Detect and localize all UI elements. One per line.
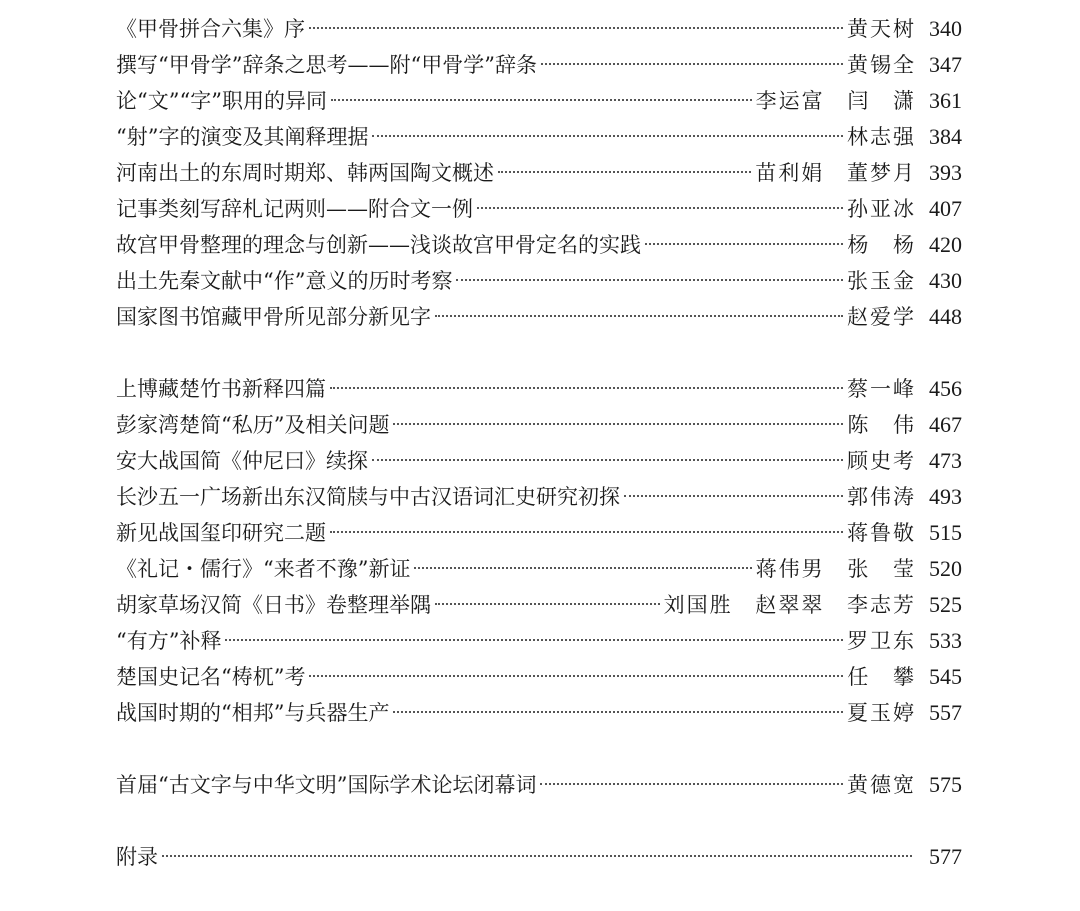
entry-author: 蒋伟男 张 莹 bbox=[755, 557, 916, 581]
toc-entry[interactable] bbox=[116, 839, 962, 875]
dot-leader bbox=[414, 567, 751, 569]
table-of-contents bbox=[116, 11, 962, 875]
toc-entry[interactable] bbox=[116, 767, 962, 803]
dot-leader bbox=[624, 495, 843, 497]
entry-page-number: 557 bbox=[929, 700, 962, 725]
dot-leader bbox=[393, 711, 843, 713]
dot-leader bbox=[372, 135, 843, 137]
dot-leader bbox=[393, 423, 843, 425]
entry-title: 附录 bbox=[116, 845, 158, 869]
entry-page-number: 515 bbox=[929, 520, 962, 545]
dot-leader bbox=[162, 855, 912, 857]
toc-section bbox=[116, 11, 962, 335]
entry-title: 战国时期的“相邦”与兵器生产 bbox=[116, 701, 390, 725]
entry-title: 故宫甲骨整理的理念与创新——浅谈故宫甲骨定名的实践 bbox=[116, 233, 641, 257]
entry-author: 夏玉婷 bbox=[847, 701, 916, 725]
dot-leader bbox=[330, 531, 843, 533]
entry-author: 杨 杨 bbox=[847, 233, 916, 257]
entry-title: “有方”补释 bbox=[116, 629, 222, 653]
dot-leader bbox=[435, 315, 843, 317]
entry-author: 苗利娟 董梦月 bbox=[755, 161, 916, 185]
entry-title: 出土先秦文献中“作”意义的历时考察 bbox=[116, 269, 453, 293]
entry-author: 任 攀 bbox=[847, 665, 916, 689]
entry-page-number: 520 bbox=[929, 556, 962, 581]
entry-author: 林志强 bbox=[847, 125, 916, 149]
entry-title: 撰写“甲骨学”辞条之思考——附“甲骨学”辞条 bbox=[116, 53, 537, 77]
toc-entry[interactable] bbox=[116, 551, 962, 587]
entry-title: 彭家湾楚简“私历”及相关问题 bbox=[116, 413, 390, 437]
entry-page-number: 393 bbox=[929, 160, 962, 185]
toc-entry[interactable] bbox=[116, 659, 962, 695]
entry-author: 李运富 闫 潇 bbox=[755, 89, 916, 113]
toc-entry[interactable] bbox=[116, 443, 962, 479]
entry-page-number: 473 bbox=[929, 448, 962, 473]
toc-entry[interactable] bbox=[116, 11, 962, 47]
dot-leader bbox=[309, 675, 843, 677]
toc-entry[interactable] bbox=[116, 47, 962, 83]
entry-page-number: 456 bbox=[929, 376, 962, 401]
entry-page-number: 384 bbox=[929, 124, 962, 149]
dot-leader bbox=[540, 783, 843, 785]
entry-title: 《甲骨拼合六集》序 bbox=[116, 17, 305, 41]
entry-author: 张玉金 bbox=[847, 269, 916, 293]
entry-title: 首届“古文字与中华文明”国际学术论坛闭幕词 bbox=[116, 773, 537, 797]
entry-title: 上博藏楚竹书新释四篇 bbox=[116, 377, 326, 401]
entry-author: 蒋鲁敬 bbox=[847, 521, 916, 545]
dot-leader bbox=[309, 27, 843, 29]
toc-entry[interactable] bbox=[116, 623, 962, 659]
entry-title: “射”字的演变及其阐释理据 bbox=[116, 125, 369, 149]
entry-page-number: 340 bbox=[929, 16, 962, 41]
toc-entry[interactable] bbox=[116, 695, 962, 731]
toc-entry[interactable] bbox=[116, 83, 962, 119]
entry-title: 《礼记・儒行》“来者不豫”新证 bbox=[116, 557, 411, 581]
entry-page-number: 575 bbox=[929, 772, 962, 797]
entry-title: 新见战国玺印研究二题 bbox=[116, 521, 326, 545]
dot-leader bbox=[477, 207, 843, 209]
entry-author: 陈 伟 bbox=[847, 413, 916, 437]
entry-page-number: 525 bbox=[929, 592, 962, 617]
entry-title: 安大战国简《仲尼曰》续探 bbox=[116, 449, 368, 473]
toc-section bbox=[116, 767, 962, 803]
entry-page-number: 407 bbox=[929, 196, 962, 221]
entry-title: 河南出土的东周时期郑、韩两国陶文概述 bbox=[116, 161, 494, 185]
entry-page-number: 545 bbox=[929, 664, 962, 689]
entry-page-number: 577 bbox=[929, 844, 962, 869]
dot-leader bbox=[435, 603, 660, 605]
toc-entry[interactable] bbox=[116, 371, 962, 407]
toc-entry[interactable] bbox=[116, 407, 962, 443]
entry-author: 赵爱学 bbox=[847, 305, 916, 329]
toc-entry[interactable] bbox=[116, 587, 962, 623]
entry-author: 顾史考 bbox=[847, 449, 916, 473]
entry-page-number: 448 bbox=[929, 304, 962, 329]
entry-author: 黄锡全 bbox=[847, 53, 916, 77]
entry-page-number: 493 bbox=[929, 484, 962, 509]
entry-page-number: 430 bbox=[929, 268, 962, 293]
entry-page-number: 467 bbox=[929, 412, 962, 437]
entry-author: 刘国胜 赵翠翠 李志芳 bbox=[663, 593, 916, 617]
toc-section bbox=[116, 839, 962, 875]
toc-entry[interactable] bbox=[116, 515, 962, 551]
entry-author: 黄德宽 bbox=[847, 773, 916, 797]
toc-entry[interactable] bbox=[116, 155, 962, 191]
entry-title: 楚国史记名“梼杌”考 bbox=[116, 665, 306, 689]
dot-leader bbox=[225, 639, 843, 641]
dot-leader bbox=[372, 459, 843, 461]
toc-entry[interactable] bbox=[116, 299, 962, 335]
entry-page-number: 347 bbox=[929, 52, 962, 77]
dot-leader bbox=[331, 99, 752, 101]
dot-leader bbox=[541, 63, 843, 65]
entry-author: 蔡一峰 bbox=[847, 377, 916, 401]
entry-page-number: 361 bbox=[929, 88, 962, 113]
entry-author: 孙亚冰 bbox=[847, 197, 916, 221]
toc-entry[interactable] bbox=[116, 119, 962, 155]
entry-author: 黄天树 bbox=[847, 17, 916, 41]
entry-title: 论“文”“字”职用的异同 bbox=[116, 89, 327, 113]
dot-leader bbox=[330, 387, 843, 389]
toc-entry[interactable] bbox=[116, 479, 962, 515]
toc-section bbox=[116, 371, 962, 731]
entry-page-number: 533 bbox=[929, 628, 962, 653]
toc-entry[interactable] bbox=[116, 263, 962, 299]
entry-author: 郭伟涛 bbox=[847, 485, 916, 509]
dot-leader bbox=[645, 243, 843, 245]
entry-title: 国家图书馆藏甲骨所见部分新见字 bbox=[116, 305, 431, 329]
entry-title: 长沙五一广场新出东汉简牍与中古汉语词汇史研究初探 bbox=[116, 485, 620, 509]
dot-leader bbox=[456, 279, 843, 281]
dot-leader bbox=[498, 171, 751, 173]
entry-title: 记事类刻写辞札记两则——附合文一例 bbox=[116, 197, 473, 221]
toc-entry[interactable] bbox=[116, 191, 962, 227]
entry-title: 胡家草场汉简《日书》卷整理举隅 bbox=[116, 593, 431, 617]
toc-entry[interactable] bbox=[116, 227, 962, 263]
entry-page-number: 420 bbox=[929, 232, 962, 257]
entry-author: 罗卫东 bbox=[847, 629, 916, 653]
